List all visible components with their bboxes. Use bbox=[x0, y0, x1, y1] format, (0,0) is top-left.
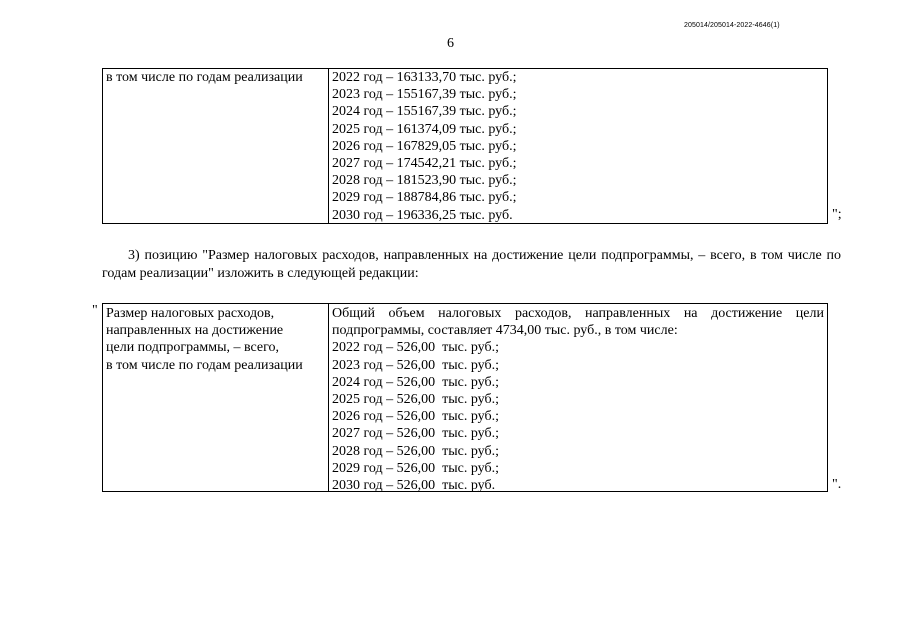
table2-year-line: 2024 год – 526,00 тыс. руб.; bbox=[332, 374, 499, 390]
table2-year-line: 2030 год – 526,00 тыс. руб. bbox=[332, 478, 496, 494]
table2-year-line: 2023 год – 526,00 тыс. руб.; bbox=[332, 357, 499, 373]
table2-closing-quote: ". bbox=[832, 477, 842, 492]
table1-year-line: 2026 год – 167829,05 тыс. руб.; bbox=[332, 138, 517, 154]
table1-year-line: 2023 год – 155167,39 тыс. руб.; bbox=[332, 87, 517, 103]
table1-left-label: в том числе по годам реализации bbox=[106, 70, 303, 85]
table1-year-line: 2022 год – 163133,70 тыс. руб.; bbox=[332, 70, 517, 85]
table2-left-line: в том числе по годам реализации bbox=[106, 357, 303, 373]
table1-year-line: 2027 год – 174542,21 тыс. руб.; bbox=[332, 156, 517, 172]
table1-closing-quote: "; bbox=[832, 207, 842, 222]
table2-opening-quote: " bbox=[92, 303, 98, 318]
table1-year-line: 2030 год – 196336,25 тыс. руб. bbox=[332, 207, 513, 223]
table2-year-line: 2027 год – 526,00 тыс. руб.; bbox=[332, 426, 499, 442]
table1-left-cell bbox=[103, 69, 329, 223]
table1-year-line: 2024 год – 155167,39 тыс. руб.; bbox=[332, 104, 517, 120]
table2-left-cell bbox=[103, 304, 329, 491]
table2-intro-line: подпрограммы, составляет 4734,00 тыс. руб., в том числе: bbox=[332, 323, 678, 339]
table1-year-line: 2025 год – 161374,09 тыс. руб.; bbox=[332, 121, 517, 137]
table2-year-line: 2025 год – 526,00 тыс. руб.; bbox=[332, 392, 499, 408]
table2-year-line: 2026 год – 526,00 тыс. руб.; bbox=[332, 409, 499, 425]
table2-year-line: 2029 год – 526,00 тыс. руб.; bbox=[332, 460, 499, 476]
table1-right-cell bbox=[329, 69, 827, 223]
table2-left-line: Размер налоговых расходов, bbox=[106, 306, 275, 321]
funding-by-year-table bbox=[102, 68, 828, 224]
table2-intro-line: Общий объем налоговых расходов, направленных на достижение цели bbox=[332, 306, 824, 321]
page-number: 6 bbox=[447, 36, 454, 51]
table1-year-line: 2028 год – 181523,90 тыс. руб.; bbox=[332, 173, 517, 189]
table2-right-cell bbox=[329, 304, 827, 494]
table2-year-line: 2022 год – 526,00 тыс. руб.; bbox=[332, 340, 499, 356]
table2-left-line: направленных на достижение bbox=[106, 323, 284, 339]
table2-left-line: цели подпрограммы, – всего, bbox=[106, 340, 279, 356]
document-id: 205014/205014-2022-4646(1) bbox=[684, 22, 780, 29]
tax-expenditure-table bbox=[102, 303, 828, 492]
amendment-paragraph: 3) позицию "Размер налоговых расходов, направленных на достижение цели подпрограммы, – всего, в том числе по годам реализации" изложить в следующей редакции: bbox=[102, 248, 841, 281]
table1-year-line: 2029 год – 188784,86 тыс. руб.; bbox=[332, 190, 517, 206]
table2-year-line: 2028 год – 526,00 тыс. руб.; bbox=[332, 443, 499, 459]
